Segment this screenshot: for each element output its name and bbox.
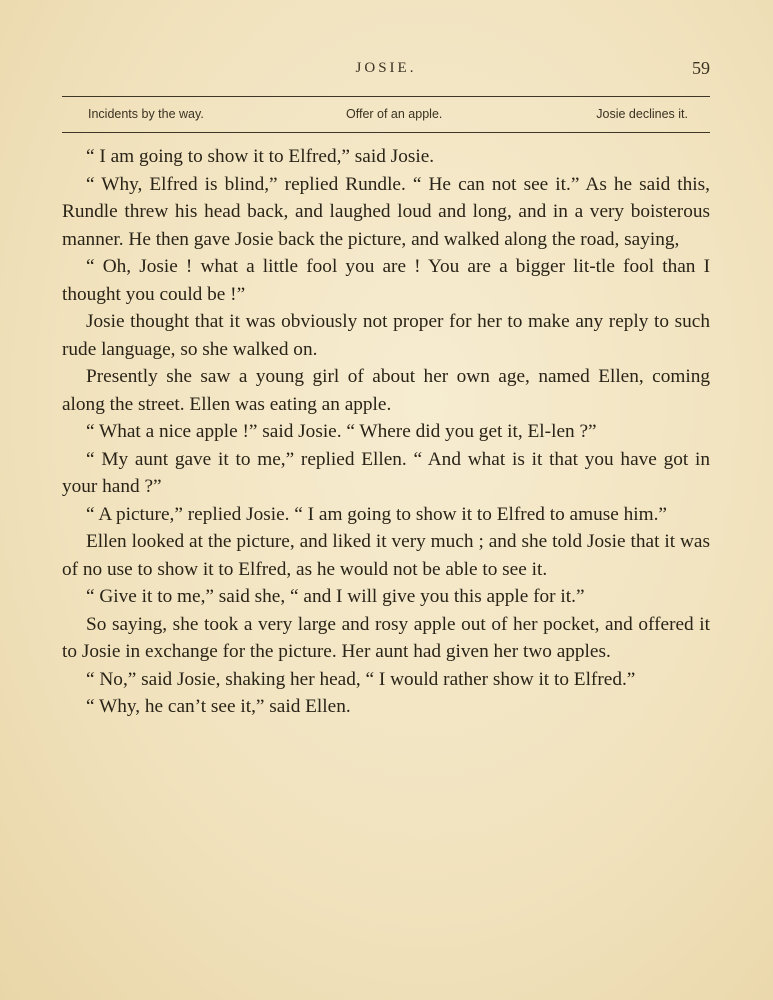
paragraph: Presently she saw a young girl of about her own age, named Ellen, coming along the street. Ellen was eating an apple. bbox=[62, 366, 710, 415]
paragraph: So saying, she took a very large and rosy apple out of her pocket, and offered it to Josie in exchange for the picture. Her aunt had given her two apples. bbox=[62, 613, 710, 662]
subheading-1: Incidents by the way. bbox=[88, 107, 204, 121]
header-rule-top bbox=[62, 96, 710, 97]
subheading-3: Josie declines it. bbox=[596, 107, 688, 121]
paragraph: “ My aunt gave it to me,” replied Ellen. “ And what is it that you have got in your hand ?” bbox=[62, 448, 710, 497]
header-rule-bottom bbox=[62, 132, 710, 133]
paragraph: “ What a nice apple !” said Josie. “ Where did you get it, El-len ?” bbox=[86, 421, 597, 442]
marginal-subheadings bbox=[88, 107, 688, 127]
paragraph: “ A picture,” replied Josie. “ I am going to show it to Elfred to amuse him.” bbox=[86, 503, 667, 525]
page-number: 59 bbox=[692, 58, 710, 78]
paragraph: Ellen looked at the picture, and liked it very much ; and she told Josie that it was of no use to show it to Elfred, as he would not be able to see it. bbox=[62, 531, 710, 580]
paragraph: Josie thought that it was obviously not proper for her to make any reply to such rude language, so she walked on. bbox=[62, 311, 710, 360]
paragraph: “ No,” said Josie, shaking her head, “ I would rather show it to Elfred.” bbox=[86, 668, 636, 690]
paragraph: “ I am going to show it to Elfred,” said Josie. bbox=[86, 146, 435, 167]
paragraph: “ Why, he can’t see it,” said Ellen. bbox=[86, 696, 351, 717]
paragraph: “ Oh, Josie ! what a little fool you are ! You are a bigger lit-tle fool than I thought you could be !” bbox=[62, 256, 710, 305]
paragraph: “ Give it to me,” said she, “ and I will give you this apple for it.” bbox=[86, 586, 585, 607]
body-text bbox=[62, 143, 710, 721]
subheading-2: Offer of an apple. bbox=[346, 107, 443, 121]
paragraph: “ Why, Elfred is blind,” replied Rundle. “ He can not see it.” As he said this, Rundle threw his head back, and laughed loud and long, and in a very boisterous manner. He then gave Josie back the picture, and walked along the road, saying, bbox=[62, 173, 710, 250]
running-title: JOSIE. bbox=[355, 60, 417, 76]
running-header bbox=[62, 56, 710, 86]
